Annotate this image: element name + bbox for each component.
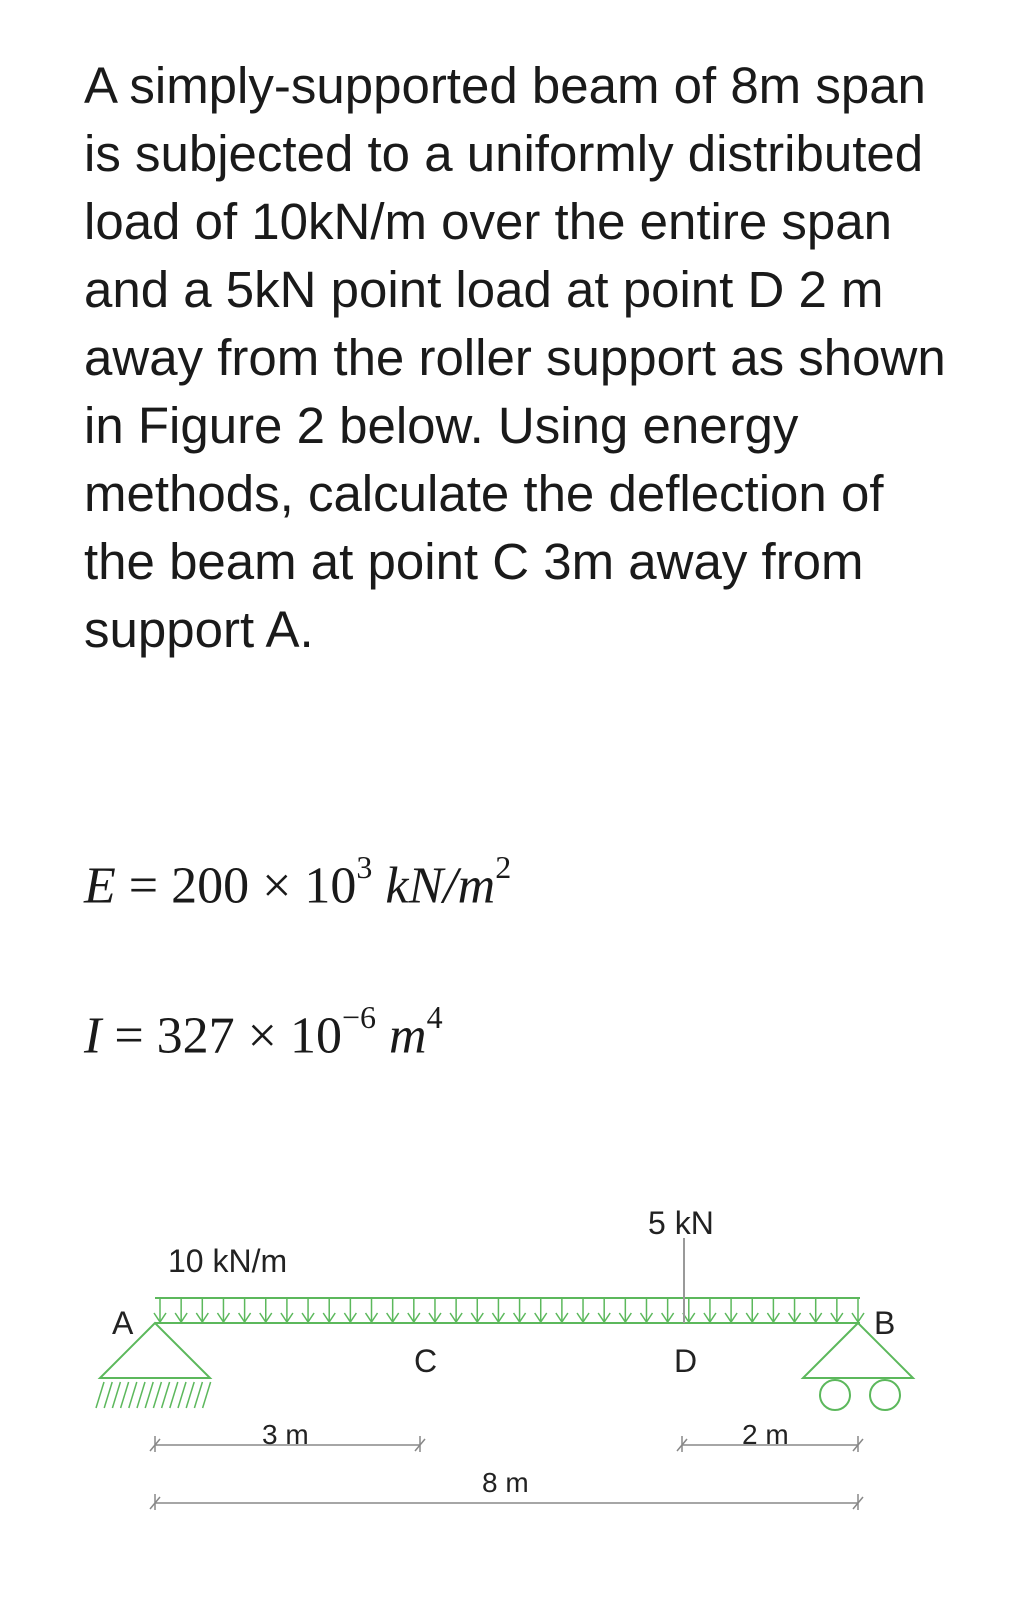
hatch-line xyxy=(112,1382,120,1408)
hatch-line xyxy=(145,1382,153,1408)
dim-db-label: 2 m xyxy=(742,1419,789,1450)
roller-wheel-right xyxy=(870,1380,900,1410)
point-c-label: C xyxy=(414,1343,438,1379)
support-b-label: B xyxy=(874,1305,896,1341)
dim-ac-label: 3 m xyxy=(262,1419,309,1450)
beam-figure xyxy=(0,1180,1014,1540)
e-times: × xyxy=(262,857,292,915)
hatch-line xyxy=(186,1382,194,1408)
hatch-line xyxy=(194,1382,202,1408)
hatch-line xyxy=(203,1382,211,1408)
hatch-line xyxy=(178,1382,186,1408)
problem-statement: A simply-supported beam of 8m span is subjected to a uniformly distributed load of 10kN/m over the entire span and a 5kN point load at point D 2 m away from the roller support as shown in Figure 2 below. Using energy methods, calculate the deflection of the beam at point C 3m away from support A. xyxy=(84,57,946,658)
i-unit-exponent: 4 xyxy=(426,999,443,1035)
i-exponent: −6 xyxy=(341,999,377,1035)
dim-span-label: 8 m xyxy=(482,1467,529,1498)
point-load-label: 5 kN xyxy=(648,1205,714,1241)
support-a-label: A xyxy=(112,1305,134,1341)
i-symbol: I xyxy=(84,1007,102,1065)
udl-label: 10 kN/m xyxy=(168,1243,288,1279)
i-equals: = xyxy=(114,1007,144,1065)
hatch-line xyxy=(104,1382,112,1408)
e-equals: = xyxy=(128,857,159,915)
hatch-line xyxy=(129,1382,137,1408)
e-symbol: E xyxy=(84,857,116,915)
hatch-line xyxy=(121,1382,129,1408)
i-base: 10 xyxy=(289,1007,342,1065)
i-unit: m xyxy=(389,1007,427,1065)
e-unit-exponent: 2 xyxy=(495,849,512,885)
i-mantissa: 327 xyxy=(156,1007,235,1065)
hatch-line xyxy=(170,1382,178,1408)
roller-wheel-left xyxy=(820,1380,850,1410)
e-exponent: 3 xyxy=(356,849,373,885)
i-times: × xyxy=(247,1007,277,1065)
e-unit: kN/m xyxy=(385,857,496,915)
hatch-line xyxy=(96,1382,104,1408)
roller-support-b xyxy=(803,1323,913,1378)
hatch-line xyxy=(137,1382,145,1408)
ground-hatch-a xyxy=(96,1382,211,1408)
e-mantissa: 200 xyxy=(171,857,250,915)
hatch-line xyxy=(153,1382,161,1408)
e-base: 10 xyxy=(304,857,357,915)
moment-of-inertia-equation xyxy=(84,999,443,1065)
hatch-line xyxy=(162,1382,170,1408)
udl-arrows xyxy=(154,1298,864,1322)
point-d-label: D xyxy=(674,1343,698,1379)
elastic-modulus-equation xyxy=(84,849,512,915)
